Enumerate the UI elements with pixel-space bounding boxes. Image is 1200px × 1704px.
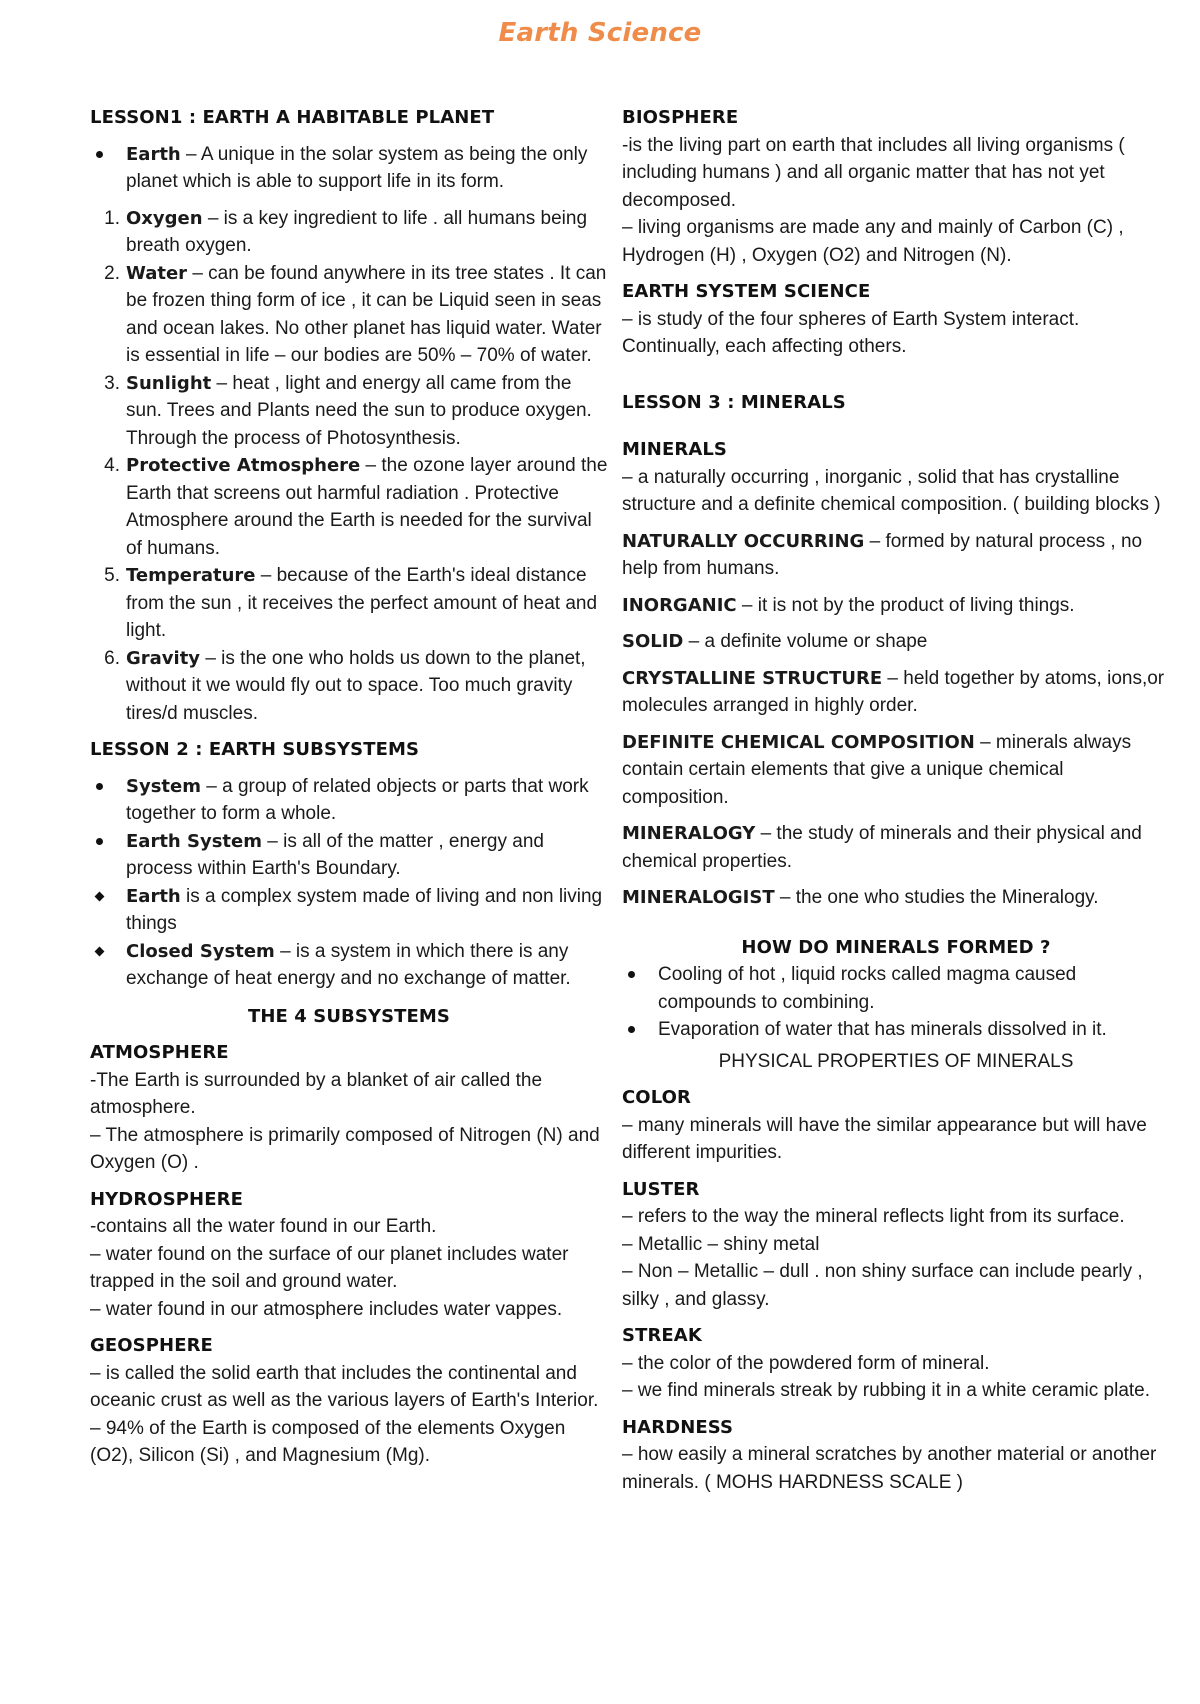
minerals-text: – a naturally occurring , inorganic , solid that has crystalline structure and a definite chemical composition. ( building blocks )	[622, 466, 1161, 515]
streak-text: – the color of the powdered form of mineral. – we find minerals streak by rubbing it in a white ceramic plate.	[622, 1352, 1151, 1401]
how-minerals-formed-heading: HOW DO MINERALS FORMED ?	[741, 936, 1051, 958]
physical-properties-heading: PHYSICAL PROPERTIES OF MINERALS	[718, 1050, 1074, 1072]
page-title: Earth Science	[498, 18, 702, 48]
definition-item: INORGANIC – it is not by the product of living things.	[622, 594, 1075, 616]
lesson3-heading: LESSON 3 : MINERALS	[622, 391, 846, 413]
subsystems-bullet-list	[90, 773, 608, 883]
streak-heading: STREAK	[622, 1325, 702, 1346]
lesson1-heading: LESSON1 : EARTH A HABITABLE PLANET	[90, 107, 495, 128]
color-text: – many minerals will have the similar appearance but will have different impurities.	[622, 1114, 1147, 1163]
subsystems-diamond-list	[90, 883, 608, 993]
hydrosphere-text: -contains all the water found in our Earth. – water found on the surface of our planet includes water trapped in the soil and ground water. – water found in our atmosphere includes water vappes.	[90, 1216, 569, 1320]
definition-item: MINERALOGY – the study of minerals and their physical and chemical properties.	[622, 823, 1142, 872]
luster-heading: LUSTER	[622, 1178, 700, 1200]
biosphere-text: -is the living part on earth that includes all living organisms ( including humans ) and all organic matter that has not yet decomposed. – living organisms are made any and mainly of Carbon (C) , Hydrogen (H) , Oxygen (O2) and Nitrogen (N).	[622, 134, 1125, 266]
earth-system-science-text: – is study of the four spheres of Earth System interact. Continually, each affecting others.	[622, 308, 1080, 357]
lesson2-heading: LESSON 2 : EARTH SUBSYSTEMS	[90, 739, 420, 760]
atmosphere-heading: ATMOSPHERE	[90, 1042, 229, 1063]
list-item: Cooling of hot , liquid rocks called magma caused compounds to combining.	[622, 961, 1170, 1016]
list-item: 4. Protective Atmosphere – the ozone layer around the Earth that screens out harmful radiation . Protective Atmosphere around the Earth is needed for the survival of humans.	[104, 455, 608, 559]
luster-text: – refers to the way the mineral reflects light from its surface. – Metallic – shiny metal – Non – Metallic – dull . non shiny surface can include pearly , silky , and glassy.	[622, 1206, 1143, 1310]
list-item: 5. Temperature – because of the Earth's ideal distance from the sun , it receives the perfect amount of heat and light.	[104, 565, 598, 641]
list-item: 6. Gravity – is the one who holds us down to the planet, without it we would fly out to space. Too much gravity tires/d muscles.	[104, 647, 586, 724]
definition-item: SOLID – a definite volume or shape	[622, 631, 928, 652]
list-item: 1. Oxygen – is a key ingredient to life . all humans being breath oxygen.	[104, 207, 588, 256]
list-item: 2. Water – can be found anywhere in its tree states . It can be frozen thing form of ice , it can be Liquid seen in seas and ocean lakes. No other planet has liquid water. Water is essential in life – our bodies are 50% – 70% of water.	[104, 262, 607, 366]
hardness-text: – how easily a mineral scratches by another material or another minerals. ( MOHS HARDNESS SCALE )	[622, 1444, 1157, 1493]
list-item: Evaporation of water that has minerals dissolved in it.	[622, 1016, 1170, 1044]
right-column	[622, 104, 1170, 1496]
subsystems-heading: THE 4 SUBSYSTEMS	[247, 1005, 450, 1027]
list-item: System – a group of related objects or parts that work together to form a whole.	[90, 773, 608, 828]
earth-bullet-list	[90, 141, 608, 196]
left-column	[90, 104, 608, 1470]
atmosphere-text: -The Earth is surrounded by a blanket of air called the atmosphere. – The atmosphere is primarily composed of Nitrogen (N) and Oxygen (O) .	[90, 1069, 600, 1173]
geosphere-heading: GEOSPHERE	[90, 1335, 213, 1356]
definition-item: DEFINITE CHEMICAL COMPOSITION – minerals always contain certain elements that give a unique chemical composition.	[622, 731, 1132, 808]
minerals-heading: MINERALS	[622, 439, 727, 460]
list-item: Earth is a complex system made of living and non living things	[90, 883, 608, 938]
hardness-heading: HARDNESS	[622, 1416, 734, 1438]
list-item: 3. Sunlight – heat , light and energy all came from the sun. Trees and Plants need the sun to produce oxygen. Through the process of Photosynthesis.	[104, 372, 592, 449]
definition-item: CRYSTALLINE STRUCTURE – held together by atoms, ions,or molecules arranged in highly order.	[622, 667, 1165, 716]
earth-system-science-heading: EARTH SYSTEM SCIENCE	[622, 281, 871, 302]
biosphere-heading: BIOSPHERE	[622, 107, 739, 128]
list-item: Earth System – is all of the matter , energy and process within Earth's Boundary.	[90, 828, 608, 883]
color-heading: COLOR	[622, 1087, 692, 1108]
geosphere-text: – is called the solid earth that includes the continental and oceanic crust as well as the various layers of Earth's Interior. – 94% of the Earth is composed of the elements Oxygen (O2), Silicon (Si) , and Magnesium (Mg).	[90, 1362, 599, 1466]
list-item: Closed System – is a system in which there is any exchange of heat energy and no exchange of matter.	[90, 938, 608, 993]
habitable-factors-list	[90, 205, 608, 728]
list-item: Earth – A unique in the solar system as being the only planet which is able to support life in its form.	[90, 141, 608, 196]
definition-item: MINERALOGIST – the one who studies the Mineralogy.	[622, 887, 1099, 908]
formed-bullet-list	[622, 961, 1170, 1044]
hydrosphere-heading: HYDROSPHERE	[90, 1188, 243, 1210]
definition-item: NATURALLY OCCURRING – formed by natural process , no help from humans.	[622, 530, 1143, 579]
